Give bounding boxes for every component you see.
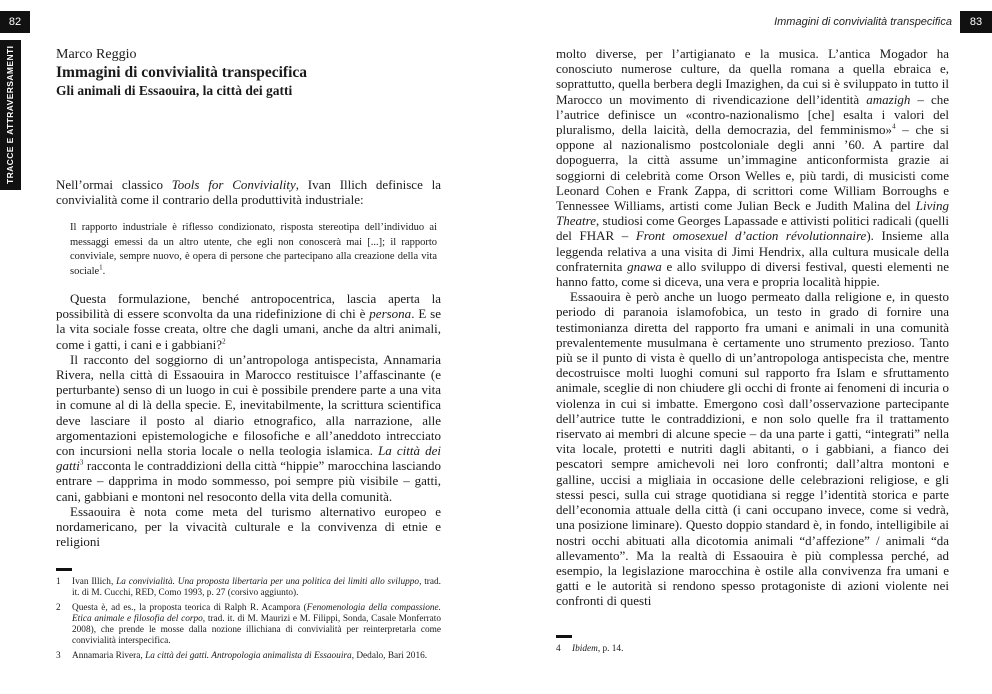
running-head: Immagini di convivialità transpecifica (774, 16, 952, 28)
left-body (56, 291, 441, 549)
text-run: molto diverse, per l’artigianato e la musica. L’antica Mogador ha conosciuto numerose culture, da quella romana a quella ebraica e, soprattutto, quella berbera degli Imazighen, da cui si è sviluppato in tutto il Marocco un movimento di rivendicazione dell’identità (556, 46, 949, 107)
text-run: racconta le contraddizioni della città “hippie” marocchina lasciando entrare – dapprima in modo sommesso, poi sempre più visibile – gatti, cani, gabbiani e montoni nel resoconto della vita della comunità. (56, 458, 441, 504)
intro-text (56, 177, 441, 207)
italic-run: La convivialità. Una proposta libertaria per una politica dei limiti allo sviluppo (116, 577, 420, 587)
footnote-ref: 4 (892, 122, 896, 131)
footnote-number: 2 (56, 603, 61, 613)
footnote (56, 577, 441, 599)
footnote-number: 4 (556, 644, 561, 654)
italic-run: amazigh (866, 91, 911, 107)
block-quote (70, 221, 437, 279)
right-footnote-list (556, 644, 949, 655)
body-paragraph (556, 46, 949, 289)
text-run: . (102, 265, 106, 277)
article-author: Marco Reggio (56, 47, 137, 62)
text-run: , Ivan Illich definisce la convivialità come il contrario della produttività industriale: (56, 177, 442, 208)
footnote (56, 651, 441, 662)
text-run: Essaouira è però anche un luogo permeato dalla religione e, in questo periodo di paranoia islamofobica, un testo in grado di fornire una testimonianza diretta del rapporto fra umani e animali in una comunità prevalentemente musulmana è certamente uno strumento prezioso. Tanto più se il punto di vista è quello di un’antropologa antispecista che, mentre decostruisce molti luoghi comuni sul rapporto fra Islam e sfruttamento animale, sceglie di non chiudere gli occhi di fronte ai fenomeni di incuria o violenza in cui si imbatte. Emergono così dall’osservazione partecipante dell’autrice tutte le contraddizioni, e non solo quelle fra il trattamento riservato ai membri di alcune specie – da una parte i gatti, “integrati” nella vita locale, protetti e nutriti dagli abitanti, o i gabbiani, a fianco dei pescatori sempre amichevoli nei loro confronti; dall’altra montoni e galline, uccisi a migliaia in occasione delle celebrazioni religiose, e gli stessi pesci, sulla cui strage quotidiana si regge l’identità storica e parte dell’economia attuale della città (i cani occupano invece, come si vedrà, una posizione liminare). Questo doppio standard è, in fondo, intelligibile ai nostri occhi abituati alla dicotomia animali “d’affezione” / animali “da allevamento”. Ma la realtà di Essaouira è più complessa perché, ad esempio, la legislazione marocchina è ostile alla convivenza fra umani e gatti e le autorità si rendono spesso protagoniste di azioni violente nei confronti di questi (556, 289, 949, 609)
body-paragraph (56, 504, 441, 550)
right-footnotes (556, 635, 949, 657)
article-title: Immagini di convivialità transpecifica (56, 64, 308, 81)
text-run: , p. 14. (597, 644, 624, 654)
footnote-number: 1 (56, 577, 61, 587)
italic-run: Tools for Conviviality (171, 177, 296, 192)
left-page-number: 82 (0, 11, 30, 33)
right-column (556, 46, 949, 609)
footnote-number: 3 (56, 651, 61, 661)
footnote-ref: 2 (222, 337, 226, 346)
italic-run: Fenomenologia della compassione. Etica animale e filosofia del corpo (72, 603, 441, 624)
text-run: – che l’autrice definisce un «contro-nazionalismo [che] esalta i valori del pluralismo, della laicità, della democrazia, del femminismo» (556, 91, 950, 138)
italic-run: gnawa (627, 258, 662, 274)
italic-run: persona (369, 306, 412, 322)
text-run: Essaouira è nota come meta del turismo alternativo europeo e nordamericano, per la vivacità culturale e la convivenza di etnie e religioni (56, 503, 441, 550)
text-run: , trad. it. di M. Maurizi e M. Filippi, Sonda, Casale Monferrato 2008), che prende le mosse dalla nozione illichiana di convivialità per reinterpretarla come convivialità interspecifica. (72, 614, 441, 646)
footnote (556, 644, 949, 655)
text-run: Questa è, ad es., la proposta teorica di Ralph R. Acampora ( (72, 603, 307, 613)
italic-run: Front omosexuel d’action révolutionnaire (635, 228, 867, 244)
footnote-text (572, 644, 949, 655)
right-body (556, 46, 949, 609)
footnote-text (72, 577, 441, 599)
text-run: . E se la vita sociale fosse creata, oltre che dagli umani, anche da altri animali, come i gatti, i cani e i gabbiani? (56, 306, 441, 352)
article-subtitle: Gli animali di Essaouira, la città dei gatti (56, 83, 293, 98)
text-run: Questa formulazione, benché antropocentrica, lascia aperta la possibilità di essere sconvolta da una ridefinizione di chi è (56, 291, 441, 322)
left-footnotes (56, 568, 441, 666)
text-run: , Dedalo, Bari 2016. (351, 651, 428, 661)
section-tab: TRACCE E ATTRAVERSAMENTI (0, 40, 21, 190)
left-footnote-list (56, 577, 441, 662)
body-paragraph (56, 352, 441, 504)
footnote (56, 603, 441, 647)
text-run: Nell’ormai classico (56, 177, 172, 192)
text-run: e allo sviluppo di diversi festival, questi elementi ne hanno fatto, come si diceva, una vera e propria località hippie. (556, 258, 950, 290)
text-run: Ivan Illich, (72, 577, 117, 587)
text-run: ). Insieme alla leggenda relativa a una visita di Jimi Hendrix, alla cultura musicale della confraternita (556, 228, 950, 274)
intro-paragraph (56, 177, 441, 207)
footnote-rule (556, 635, 572, 638)
text-run: Annamaria Rivera, (72, 651, 146, 661)
footnote-text (72, 603, 441, 647)
left-column (56, 46, 441, 549)
italic-run: Living Theatre (556, 198, 949, 229)
text-run: , studiosi come Georges Lapassade e attivisti politici radicali (quelli del FHAR – (556, 213, 949, 244)
footnote-ref: 3 (79, 458, 84, 467)
footnote-ref: 1 (99, 263, 103, 272)
body-paragraph (56, 291, 441, 352)
text-run: Il rapporto industriale è riflesso condizionato, risposta stereotipa dell’individuo ai messaggi emessi da un altro utente, che egli non conoscerà mai [...]; il rapporto conviviale, sempre nuovo, è opera di persone che partecipano alla creazione della vita sociale (70, 222, 437, 277)
italic-run: Ibidem (572, 644, 598, 654)
footnote-text (72, 651, 441, 662)
text-run: , trad. it. di M. Cucchi, RED, Como 1993, p. 27 (corsivo aggiunto). (72, 577, 441, 598)
text-run: Il racconto del soggiorno di un’antropologa antispecista, Annamaria Rivera, nella città di Essaouira in Marocco restituisce l’affascinante (e perturbante) senso di un luogo in cui è possibile prendere parte a una vita in comune al di là della specie. E, inevitabilmente, la scrittura scientifica deve lasciare il posto al diario etnografico, alla narrazione, alle argomentazioni epistemologiche e filosofiche e all’aneddoto intrecciato con incursioni nella storia locale o nella teologia islamica. (56, 351, 441, 459)
body-paragraph (556, 289, 949, 608)
italic-run: La città dei gatti (56, 443, 442, 474)
right-page-number: 83 (960, 11, 992, 33)
italic-run: La città dei gatti. Antropologia animalista di Essaouira (145, 651, 352, 661)
text-run: – che si oppone al nazionalismo postcoloniale degli anni ’60. A partire dal dopoguerra, la città assume un’immagine anticonformista grazie ai soggiorni di celebrità come Orson Welles e, più tardi, di musicisti come Leonard Cohen e Frank Zappa, di scrittori come William Borroughs e Tennessee Williams, artisti come Julian Beck e Judith Malina del (556, 122, 949, 214)
footnote-rule (56, 568, 72, 571)
